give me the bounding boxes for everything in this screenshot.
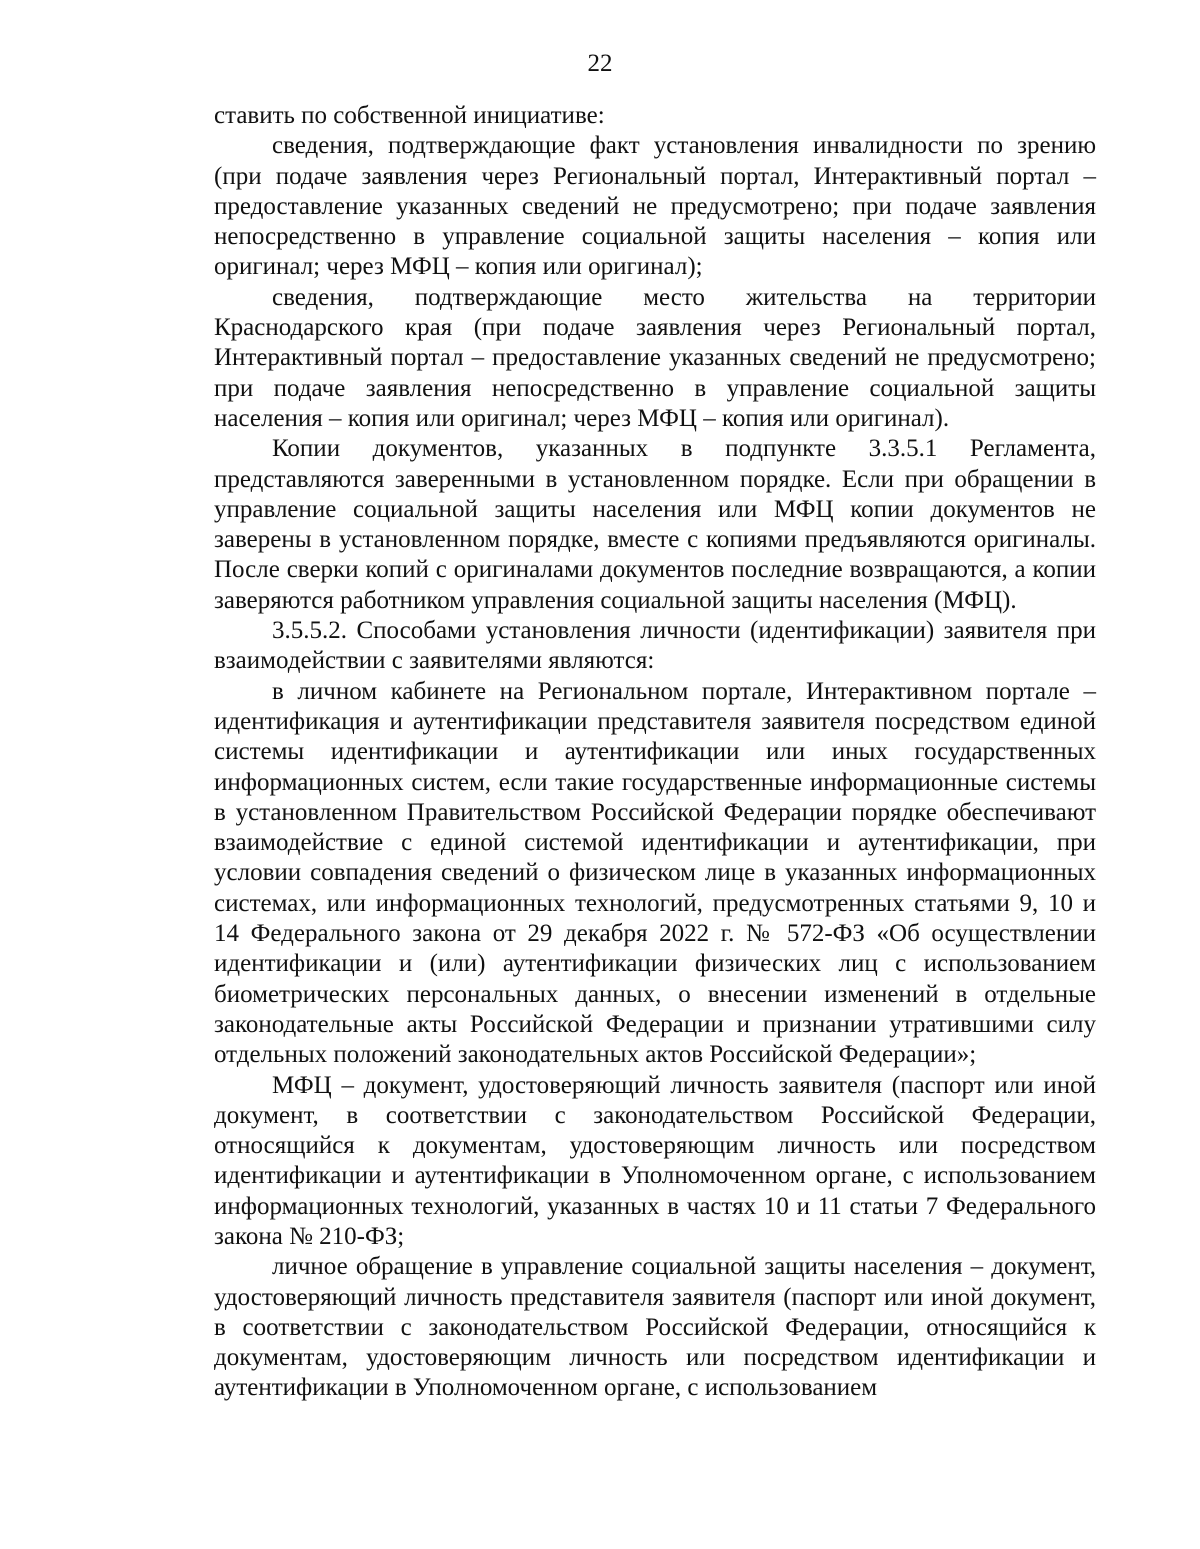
paragraph-personal-account: в личном кабинете на Региональном портале, Интерактивном портале – идентификация и аутентификации представителя заявителя посредством единой системы идентификации и аутентификации или иных государственных информационных систем, если такие государственные информационные системы в установленном Правительством Российской Федерации порядке обеспечивают взаимодействие с единой системой идентификации и аутентификации, при условии совпадения сведений о физическом лице в указанных информационных системах, или информационных технологий, предусмотренных статьями 9, 10 и 14 Федерального закона от 29 декабря 2022 г. № 572-ФЗ «Об осуществлении идентификации и (или) аутентификации физических лиц с использованием биометрических персональных данных, о внесении изменений в отдельные законодательные акты Российской Федерации и признании утратившими силу отдельных положений законодательных актов Российской Федерации»;: [214, 677, 1096, 1069]
paragraph-personal-visit: личное обращение в управление социальной защиты населения – документ, удостоверяющий личность представителя заявителя (паспорт или иной документ, в соответствии с законодательством Российской Федерации, относящийся к документам, удостоверяющим личность или посредством идентификации и аутентификации в Уполномоченном органе, с использованием: [214, 1253, 1096, 1402]
document-body: [214, 101, 1096, 1404]
page-number: 22: [587, 50, 613, 77]
paragraph-vision-disability: сведения, подтверждающие факт установления инвалидности по зрению (при подаче заявления через Региональный портал, Интерактивный портал – предоставление указанных сведений не предусмотрено; при подаче заявления непосредственно в управление социальной защиты населения – копия или оригинал; через МФЦ – копия или оригинал);: [214, 132, 1096, 281]
paragraph-identification-methods: 3.5.5.2. Способами установления личности (идентификации) заявителя при взаимодействии с заявителями являются:: [214, 617, 1096, 675]
paragraph-document-copies: Копии документов, указанных в подпункте 3.3.5.1 Регламента, представляются заверенными в установленном порядке. Если при обращении в управление социальной защиты населения или МФЦ копии документов не заверены в установленном порядке, вместе с копиями предъявляются оригиналы. После сверки копий с оригиналами документов последние возвращаются, а копии заверяются работником управления социальной защиты населения (МФЦ).: [214, 435, 1096, 614]
paragraph-mfc: МФЦ – документ, удостоверяющий личность заявителя (паспорт или иной документ, в соответствии с законодательством Российской Федерации, относящийся к документам, удостоверяющим личность или посредством идентификации и аутентификации в Уполномоченном органе, с использованием информационных технологий, указанных в частях 10 и 11 статьи 7 Федерального закона № 210-ФЗ;: [214, 1071, 1096, 1250]
paragraph-residence: сведения, подтверждающие место жительства на территории Краснодарского края (при подаче заявления через Региональный портал, Интерактивный портал – предоставление указанных сведений не предусмотрено; при подаче заявления непосредственно в управление социальной защиты населения – копия или оригинал; через МФЦ – копия или оригинал).: [214, 283, 1096, 432]
paragraph-continuation: ставить по собственной инициативе:: [214, 102, 605, 129]
